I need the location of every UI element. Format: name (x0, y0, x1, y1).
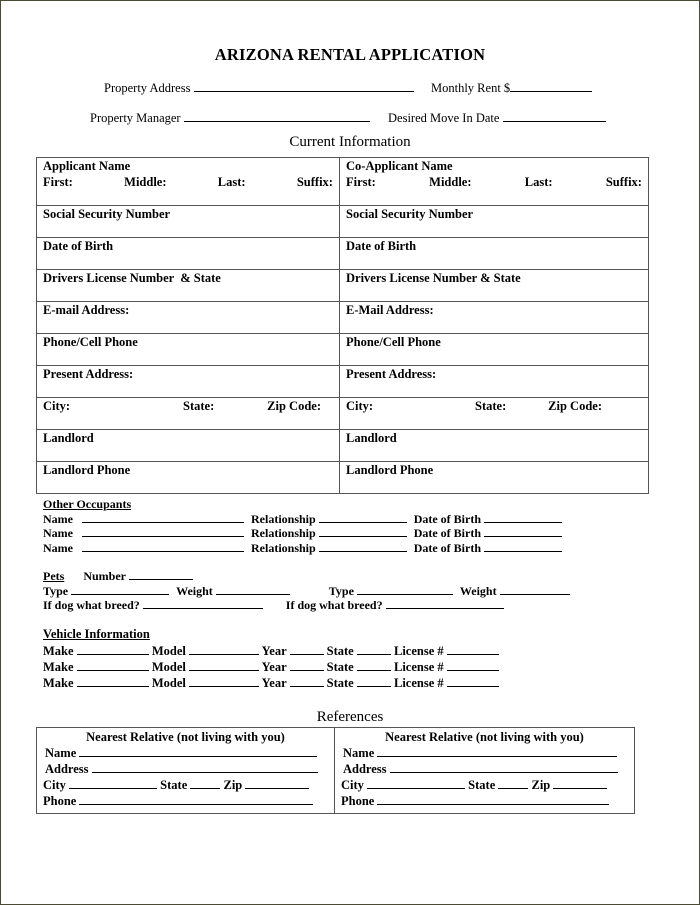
property-address-line (104, 80, 414, 96)
vehicle-year-field[interactable] (290, 675, 324, 687)
co-applicant-landlord-phone-label: Landlord Phone (346, 463, 434, 477)
occupant-name-label: Name (43, 541, 73, 555)
vehicle-make-field[interactable] (77, 675, 149, 687)
pet-breed-field[interactable] (386, 597, 504, 609)
vehicle-license-field[interactable] (447, 643, 499, 655)
co-applicant-name-cell[interactable] (340, 174, 649, 206)
reference-phone-field[interactable] (79, 793, 313, 805)
property-manager-field[interactable] (184, 110, 370, 122)
co-applicant-landlord-cell[interactable] (340, 430, 649, 462)
applicant-zip-label: Zip Code: (267, 399, 321, 413)
reference-name-field[interactable] (377, 745, 617, 757)
co-applicant-present-address-label: Present Address: (346, 367, 437, 381)
occupant-dob-field[interactable] (484, 525, 562, 537)
reference-city-field[interactable] (69, 777, 157, 789)
occupant-relationship-field[interactable] (319, 511, 407, 523)
vehicle-year-label: Year (261, 676, 287, 690)
co-applicant-suffix-label: Suffix: (605, 175, 642, 189)
occupant-dob-field[interactable] (484, 511, 562, 523)
occupant-relationship-label: Relationship (251, 512, 316, 526)
pets-title: Pets (43, 569, 65, 583)
reference-state-label: State (160, 778, 188, 792)
occupant-name-label: Name (43, 512, 73, 526)
applicant-middle-label: Middle: (124, 175, 167, 189)
reference-name-label: Name (45, 746, 77, 760)
vehicle-license-label: License # (393, 644, 444, 658)
co-applicant-email-cell[interactable] (340, 302, 649, 334)
vehicle-make-label: Make (43, 660, 74, 674)
pet-breed-row (43, 597, 504, 613)
reference-left-cell (37, 728, 335, 814)
applicant-license-label: Drivers License Number & State (43, 271, 221, 285)
property-manager-label: Property Manager (90, 111, 181, 125)
reference-zip-label: Zip (223, 778, 243, 792)
property-address-field[interactable] (194, 80, 414, 92)
desired-move-in-label: Desired Move In Date (388, 111, 500, 125)
property-address-label: Property Address (104, 81, 191, 95)
co-applicant-city-label: City: (346, 399, 374, 413)
monthly-rent-label: Monthly Rent $ (431, 81, 511, 95)
reference-phone-label: Phone (43, 794, 77, 808)
vehicle-state-field[interactable] (357, 675, 391, 687)
reference-address-field[interactable] (390, 761, 618, 773)
current-information-title: Current Information (289, 134, 411, 150)
applicant-suffix-label: Suffix: (296, 175, 333, 189)
desired-move-in-line (388, 110, 606, 126)
co-applicant-landlord-label: Landlord (346, 431, 397, 445)
reference-zip-field[interactable] (553, 777, 607, 789)
vehicle-row (43, 643, 499, 659)
reference-city-field[interactable] (367, 777, 465, 789)
reference-state-field[interactable] (498, 777, 528, 789)
pets-row (43, 568, 193, 584)
reference-right-header: Nearest Relative (not living with you) (385, 730, 584, 744)
vehicle-license-field[interactable] (447, 659, 499, 671)
applicant-phone-label: Phone/Cell Phone (43, 335, 138, 349)
vehicle-model-label: Model (151, 644, 186, 658)
pets-number-field[interactable] (129, 568, 193, 580)
co-applicant-ssn-cell[interactable] (340, 206, 649, 238)
vehicle-state-field[interactable] (357, 643, 391, 655)
document-title: ARIZONA RENTAL APPLICATION (214, 45, 486, 64)
reference-name-field[interactable] (79, 745, 317, 757)
co-applicant-zip-label: Zip Code: (548, 399, 602, 413)
co-applicant-phone-cell[interactable] (340, 334, 649, 366)
pet-type-label: Type (328, 584, 354, 598)
vehicle-year-label: Year (261, 660, 287, 674)
co-applicant-middle-label: Middle: (429, 175, 472, 189)
vehicle-state-label: State (326, 676, 354, 690)
applicant-state-label: State: (183, 399, 215, 413)
vehicle-license-label: License # (393, 676, 444, 690)
co-applicant-city-cell[interactable] (340, 398, 649, 430)
reference-address-field[interactable] (92, 761, 318, 773)
pet-weight-label: Weight (176, 584, 213, 598)
co-applicant-dob-cell[interactable] (340, 238, 649, 270)
reference-city-label: City (341, 778, 364, 792)
reference-address-label: Address (45, 762, 89, 776)
reference-left-header: Nearest Relative (not living with you) (86, 730, 285, 744)
co-applicant-name-header: Co-Applicant Name (340, 158, 649, 175)
current-information-table (36, 157, 649, 494)
co-applicant-ssn-label: Social Security Number (346, 207, 474, 221)
co-applicant-dob-label: Date of Birth (346, 239, 417, 253)
co-applicant-license-label: Drivers License Number & State (346, 271, 521, 285)
applicant-dob-cell[interactable] (37, 238, 340, 270)
vehicle-year-field[interactable] (290, 659, 324, 671)
monthly-rent-line (431, 80, 592, 96)
pet-type-field[interactable] (357, 583, 453, 595)
co-applicant-landlord-phone-cell[interactable] (340, 462, 649, 494)
applicant-email-label: E-mail Address: (43, 303, 130, 317)
reference-right-cell (335, 728, 635, 814)
applicant-ssn-cell[interactable] (37, 206, 340, 238)
applicant-license-cell[interactable] (37, 270, 340, 302)
references-table (36, 727, 635, 814)
reference-name-label: Name (343, 746, 375, 760)
reference-state-label: State (468, 778, 496, 792)
co-applicant-state-label: State: (475, 399, 507, 413)
pet-type-field[interactable] (71, 583, 169, 595)
vehicle-state-field[interactable] (357, 659, 391, 671)
vehicle-model-label: Model (151, 660, 186, 674)
applicant-phone-cell[interactable] (37, 334, 340, 366)
applicant-dob-label: Date of Birth (43, 239, 114, 253)
applicant-last-label: Last: (217, 175, 246, 189)
pet-breed-field[interactable] (143, 597, 263, 609)
applicant-name-cell[interactable] (37, 174, 340, 206)
applicant-name-header: Applicant Name (37, 158, 340, 175)
property-manager-line (90, 110, 370, 126)
monthly-rent-field[interactable] (510, 80, 592, 92)
co-applicant-last-label: Last: (524, 175, 553, 189)
pet-breed-label: If dog what breed? (285, 598, 383, 612)
vehicle-row (43, 675, 499, 691)
occupant-name-field[interactable] (82, 511, 244, 523)
occupant-dob-label: Date of Birth (413, 512, 482, 526)
occupant-dob-label: Date of Birth (413, 526, 482, 540)
reference-address-label: Address (343, 762, 387, 776)
applicant-landlord-phone-cell[interactable] (37, 462, 340, 494)
vehicle-model-field[interactable] (189, 659, 259, 671)
desired-move-in-field[interactable] (503, 110, 606, 122)
pet-type-label: Type (43, 584, 69, 598)
vehicle-make-field[interactable] (77, 659, 149, 671)
vehicle-license-field[interactable] (447, 675, 499, 687)
reference-state-field[interactable] (190, 777, 220, 789)
vehicle-make-label: Make (43, 644, 74, 658)
occupant-relationship-field[interactable] (319, 540, 407, 552)
occupant-relationship-field[interactable] (319, 525, 407, 537)
applicant-email-cell[interactable] (37, 302, 340, 334)
vehicle-model-field[interactable] (189, 643, 259, 655)
applicant-landlord-label: Landlord (43, 431, 94, 445)
other-occupants-title: Other Occupants (43, 497, 132, 511)
occupant-name-label: Name (43, 526, 73, 540)
vehicle-year-field[interactable] (290, 643, 324, 655)
co-applicant-present-address-cell[interactable] (340, 366, 649, 398)
vehicle-license-label: License # (393, 660, 444, 674)
reference-zip-field[interactable] (245, 777, 309, 789)
reference-city-label: City (43, 778, 66, 792)
reference-zip-label: Zip (531, 778, 551, 792)
applicant-ssn-label: Social Security Number (43, 207, 171, 221)
co-applicant-phone-label: Phone/Cell Phone (346, 335, 441, 349)
applicant-first-label: First: (43, 175, 73, 189)
vehicle-model-label: Model (151, 676, 186, 690)
occupant-name-field[interactable] (82, 525, 244, 537)
occupant-dob-field[interactable] (484, 540, 562, 552)
references-title: References (316, 709, 384, 725)
pet-breed-label: If dog what breed? (43, 598, 140, 612)
vehicle-row (43, 659, 499, 675)
applicant-landlord-phone-label: Landlord Phone (43, 463, 131, 477)
co-applicant-first-label: First: (346, 175, 376, 189)
vehicle-state-label: State (326, 660, 354, 674)
vehicle-state-label: State (326, 644, 354, 658)
vehicle-model-field[interactable] (189, 675, 259, 687)
pet-weight-field[interactable] (216, 583, 290, 595)
co-applicant-license-cell[interactable] (340, 270, 649, 302)
applicant-city-label: City: (43, 399, 71, 413)
reference-phone-label: Phone (341, 794, 375, 808)
occupant-name-field[interactable] (82, 540, 244, 552)
occupant-dob-label: Date of Birth (413, 541, 482, 555)
vehicle-year-label: Year (261, 644, 287, 658)
applicant-present-address-label: Present Address: (43, 367, 134, 381)
pet-weight-field[interactable] (500, 583, 570, 595)
occupant-relationship-label: Relationship (251, 526, 316, 540)
occupant-row (43, 525, 562, 541)
vehicle-information-title: Vehicle Information (43, 627, 150, 641)
pets-number-label: Number (83, 569, 126, 583)
vehicle-make-field[interactable] (77, 643, 149, 655)
applicant-city-cell[interactable] (37, 398, 340, 430)
applicant-present-address-cell[interactable] (37, 366, 340, 398)
reference-phone-field[interactable] (377, 793, 609, 805)
pet-weight-label: Weight (459, 584, 497, 598)
vehicle-make-label: Make (43, 676, 74, 690)
applicant-landlord-cell[interactable] (37, 430, 340, 462)
occupant-row (43, 540, 562, 556)
co-applicant-email-label: E-Mail Address: (346, 303, 434, 317)
occupant-relationship-label: Relationship (251, 541, 316, 555)
